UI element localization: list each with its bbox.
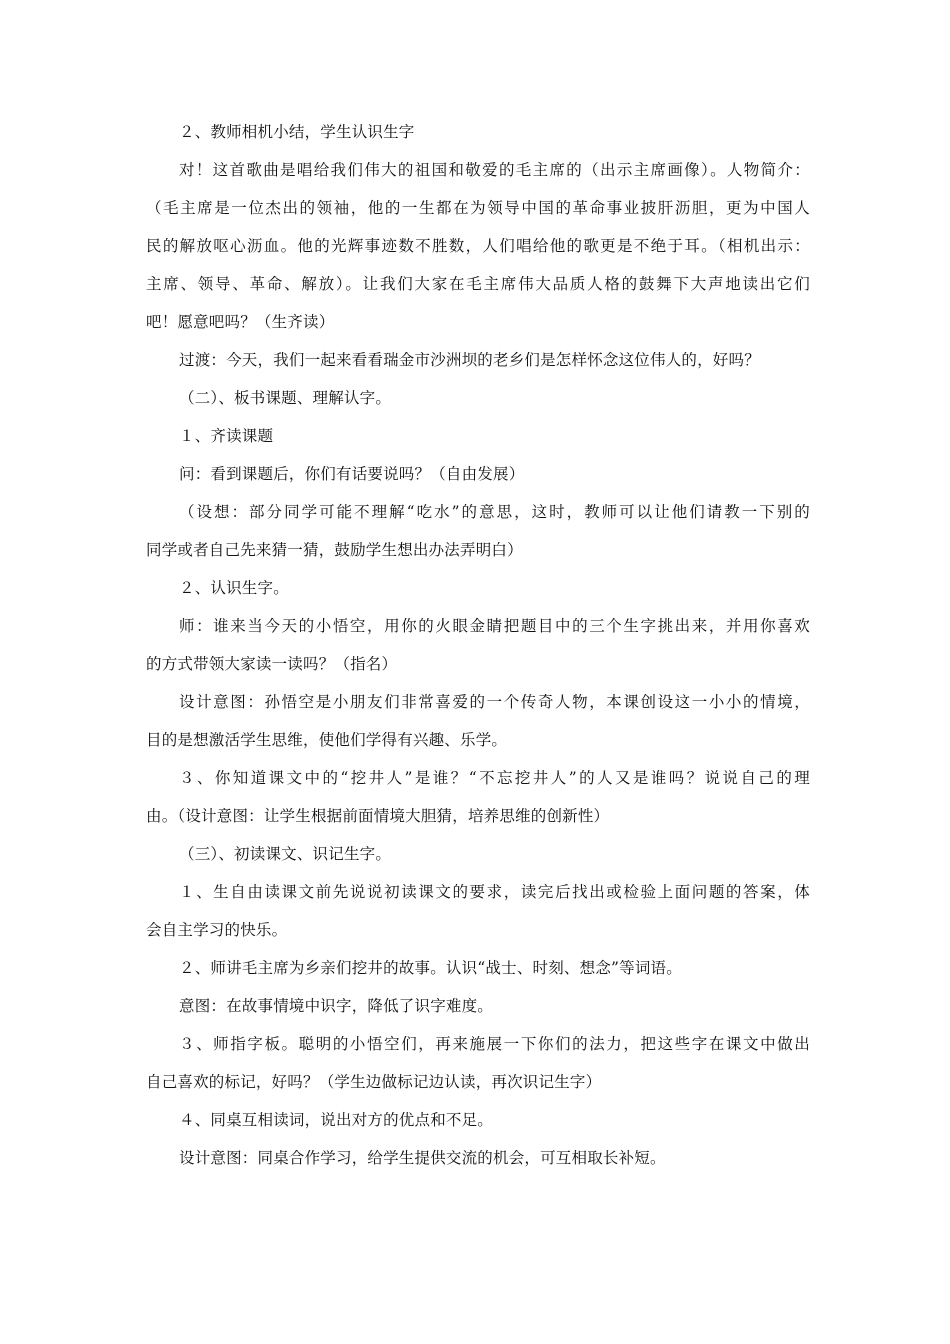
text-line: 吧！愿意吧吗？（生齐读）: [146, 313, 335, 331]
text-line: 目的是想激活学生思维，使他们学得有兴趣、乐学。: [146, 731, 508, 749]
text-line: 主席、领导、革命、解放）。让我们大家在毛主席伟大品质人格的鼓舞下大声地读出它们: [146, 275, 810, 293]
text-line: 自己喜欢的标记，好吗？（学生边做标记边认读，再次识记生字）: [146, 1073, 602, 1091]
text-line: 过渡：今天，我们一起来看看瑞金市沙洲坝的老乡们是怎样怀念这位伟人的，好吗？: [179, 351, 760, 369]
text-line: ３、你知道课文中的“挖井人”是谁？“不忘挖井人”的人又是谁吗？说说自己的理: [179, 769, 810, 787]
document-body: [146, 113, 810, 1177]
text-line: １、生自由读课文前先说说初读课文的要求，读完后找出或检验上面问题的答案，体: [179, 883, 810, 901]
text-line: 的方式带领大家读一读吗？（指名）: [146, 655, 398, 673]
text-line: （三）、初读课文、识记生字。: [179, 845, 392, 863]
text-line: ２、师讲毛主席为乡亲们挖井的故事。认识“战士、时刻、想念”等词语。: [179, 959, 682, 977]
text-line: ４、同桌互相读词，说出对方的优点和不足。: [179, 1111, 494, 1129]
text-line: 会自主学习的快乐。: [146, 921, 288, 939]
text-line: 对！这首歌曲是唱给我们伟大的祖国和敬爱的毛主席的（出示主席画像）。人物简介：: [179, 161, 810, 179]
text-line: 设计意图：孙悟空是小朋友们非常喜爱的一个传奇人物，本课创设这一小小的情境，: [179, 693, 810, 711]
text-line: 民的解放呕心沥血。他的光辉事迹数不胜数，人们唱给他的歌更是不绝于耳。（相机出示：: [146, 237, 810, 255]
text-line: （毛主席是一位杰出的领袖，他的一生都在为领导中国的革命事业披肝沥胆，更为中国人: [146, 199, 810, 217]
text-line: １、齐读课题: [179, 427, 274, 445]
text-line: ３、师指字板。聪明的小悟空们，再来施展一下你们的法力，把这些字在课文中做出: [179, 1035, 810, 1053]
text-line: ２、教师相机小结，学生认识生字: [179, 123, 415, 141]
text-line: 意图：在故事情境中识字，降低了识字难度。: [179, 997, 494, 1015]
text-line: （设想：部分同学可能不理解“吃水”的意思，这时，教师可以让他们请教一下别的: [179, 503, 810, 521]
text-line: 同学或者自己先来猜一猜，鼓励学生想出办法弄明白）: [146, 541, 523, 559]
text-line: 设计意图：同桌合作学习，给学生提供交流的机会，可互相取长补短。: [179, 1149, 666, 1167]
text-line: 由。（设计意图：让学生根据前面情境大胆猜，培养思维的创新性）: [146, 807, 610, 825]
text-line: 问：看到课题后，你们有话要说吗？（自由发展）: [179, 465, 525, 483]
text-line: （二）、板书课题、理解认字。: [179, 389, 392, 407]
text-line: ２、认识生字。: [179, 579, 289, 597]
text-line: 师：谁来当今天的小悟空，用你的火眼金睛把题目中的三个生字挑出来，并用你喜欢: [179, 617, 810, 635]
